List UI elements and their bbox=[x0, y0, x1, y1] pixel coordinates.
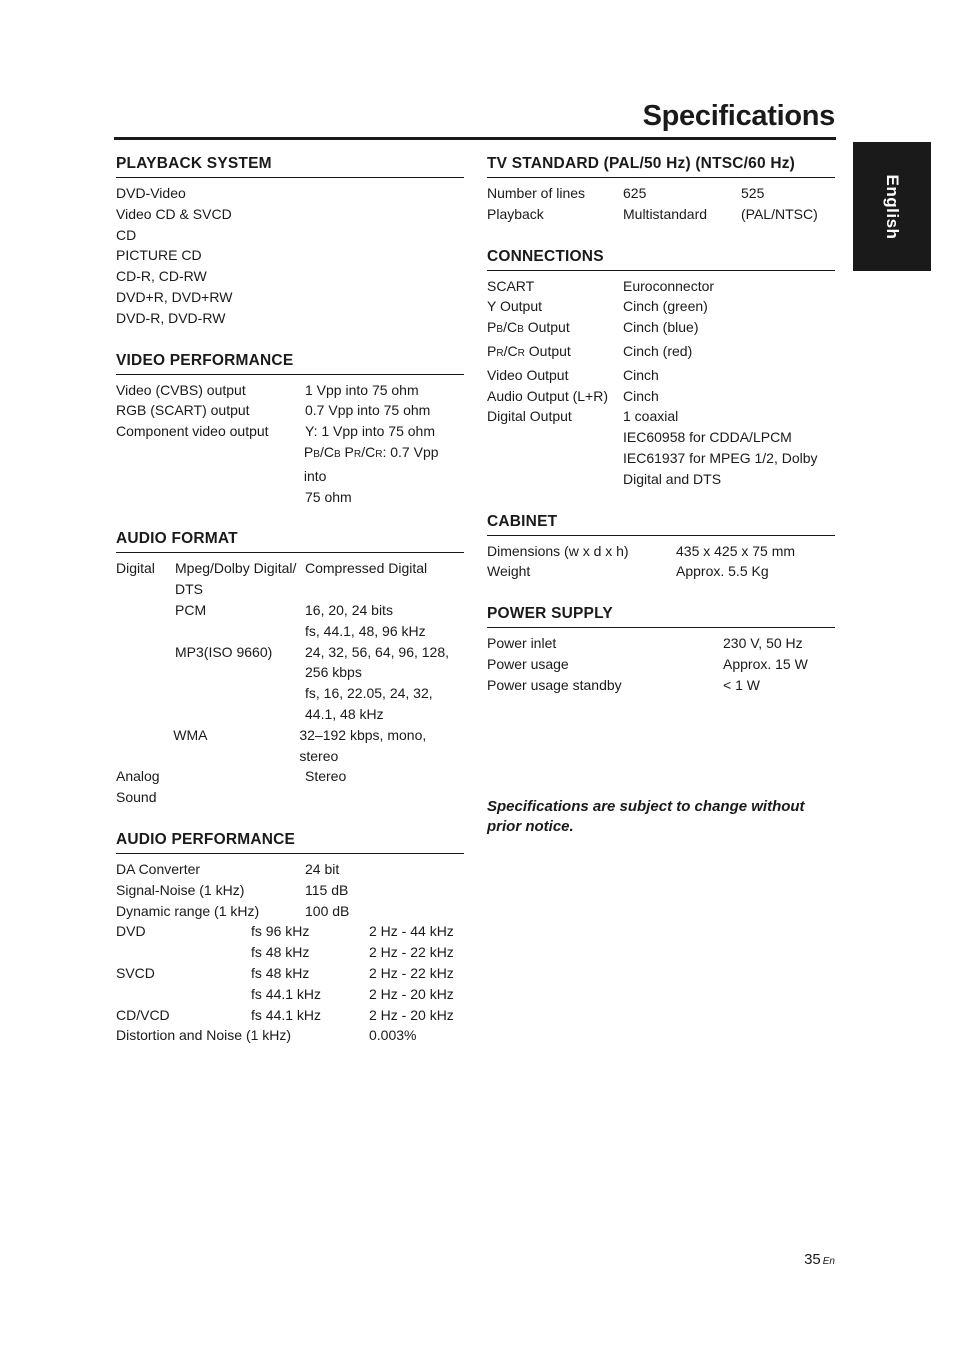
table-row: PB/CB Output Cinch (blue) bbox=[487, 317, 835, 341]
right-column bbox=[487, 152, 835, 716]
table-row: Signal-Noise (1 kHz) 115 dB bbox=[116, 881, 349, 898]
table-row: DTS bbox=[175, 581, 203, 598]
spec-label: Video (CVBS) output bbox=[116, 381, 246, 398]
spec-label: RGB (SCART) output bbox=[116, 402, 250, 419]
table-row: Digital and DTS bbox=[623, 470, 722, 487]
table-row: Y Output Cinch (green) bbox=[487, 298, 708, 315]
table-row: fs, 16, 22.05, 24, 32, bbox=[305, 685, 433, 702]
video-performance-section bbox=[116, 349, 464, 508]
spec-value: 0.7 Vpp into 75 ohm bbox=[305, 402, 431, 419]
table-row: CD/VCD fs 44.1 kHz 2 Hz - 20 kHz bbox=[116, 1006, 454, 1023]
title-rule bbox=[114, 137, 836, 140]
change-notice: Specifications are subject to change without prior notice. bbox=[487, 798, 805, 835]
section-heading: TV STANDARD (PAL/50 Hz) (NTSC/60 Hz) bbox=[487, 152, 835, 178]
section-heading: AUDIO FORMAT bbox=[116, 527, 464, 553]
table-row: Power usage Approx. 15 W bbox=[487, 655, 808, 672]
list-item: CD-R, CD-RW bbox=[116, 268, 207, 285]
table-row: Distortion and Noise (1 kHz) 0.003% bbox=[116, 1027, 417, 1044]
language-abbr: En bbox=[822, 1256, 835, 1267]
table-row: Video Output Cinch bbox=[487, 366, 659, 383]
table-row: Digital Mpeg/Dolby Digital/ Compressed Digital bbox=[116, 560, 428, 577]
page-number: 35 En bbox=[804, 1251, 835, 1268]
table-row: PR/CR Output Cinch (red) bbox=[487, 341, 835, 365]
table-row: Analog Sound Stereo bbox=[116, 768, 347, 806]
spec-value: 75 ohm bbox=[305, 488, 352, 505]
table-row: Power inlet 230 V, 50 Hz bbox=[487, 635, 803, 652]
list-item: DVD-R, DVD-RW bbox=[116, 309, 226, 326]
audio-format-section bbox=[116, 527, 464, 808]
table-row: Dynamic range (1 kHz) 100 dB bbox=[116, 902, 350, 919]
table-row: WMA 32–192 kbps, mono, stereo bbox=[173, 726, 427, 764]
table-row: IEC60958 for CDDA/LPCM bbox=[623, 429, 792, 446]
table-row: Weight Approx. 5.5 Kg bbox=[487, 563, 769, 580]
table-row: 44.1, 48 kHz bbox=[305, 705, 384, 722]
section-heading: POWER SUPPLY bbox=[487, 602, 835, 628]
table-row: DVD fs 96 kHz 2 Hz - 44 kHz bbox=[116, 923, 454, 940]
table-row: MP3(ISO 9660) 24, 32, 56, 64, 96, 128, bbox=[175, 643, 450, 660]
table-row: fs, 44.1, 48, 96 kHz bbox=[305, 622, 426, 639]
table-row: fs 44.1 kHz 2 Hz - 20 kHz bbox=[251, 985, 454, 1002]
connections-section bbox=[487, 245, 835, 490]
table-row: SCART Euroconnector bbox=[487, 277, 715, 294]
spec-value: PB/CB PR/CR: 0.7 Vpp into bbox=[303, 443, 439, 484]
table-row: fs 48 kHz 2 Hz - 22 kHz bbox=[251, 944, 454, 961]
language-tab bbox=[853, 142, 931, 271]
section-heading: PLAYBACK SYSTEM bbox=[116, 152, 464, 178]
table-row: Power usage standby < 1 W bbox=[487, 676, 760, 693]
section-heading: AUDIO PERFORMANCE bbox=[116, 828, 464, 854]
table-row: SVCD fs 48 kHz 2 Hz - 22 kHz bbox=[116, 964, 454, 981]
cabinet-section bbox=[487, 510, 835, 583]
list-item: DVD+R, DVD+RW bbox=[116, 288, 233, 305]
table-row bbox=[116, 442, 464, 487]
language-tab-label: English bbox=[883, 174, 902, 239]
section-heading: VIDEO PERFORMANCE bbox=[116, 349, 464, 375]
table-row bbox=[116, 421, 464, 442]
table-row: IEC61937 for MPEG 1/2, Dolby bbox=[623, 449, 818, 466]
table-row: 256 kbps bbox=[305, 664, 362, 681]
table-row: Digital Output 1 coaxial bbox=[487, 408, 679, 425]
page-title: Specifications bbox=[642, 100, 835, 132]
spec-value: Y: 1 Vpp into 75 ohm bbox=[305, 423, 435, 440]
table-row: Number of lines 625 525 bbox=[487, 185, 765, 201]
table-row: Audio Output (L+R) Cinch bbox=[487, 387, 659, 404]
tv-standard-section bbox=[487, 152, 835, 225]
section-heading: CONNECTIONS bbox=[487, 245, 835, 271]
list-item: PICTURE CD bbox=[116, 247, 202, 264]
audio-performance-section bbox=[116, 828, 464, 1046]
spec-label: PB/CB Output bbox=[487, 319, 570, 336]
playback-system-list bbox=[116, 178, 464, 329]
table-row bbox=[116, 400, 464, 421]
spec-label: Component video output bbox=[116, 423, 269, 440]
table-row: Dimensions (w x d x h) 435 x 425 x 75 mm bbox=[487, 542, 796, 559]
section-heading: CABINET bbox=[487, 510, 835, 536]
spec-label: PR/CR Output bbox=[487, 342, 571, 359]
list-item: Video CD & SVCD bbox=[116, 205, 232, 222]
spec-value: 1 Vpp into 75 ohm bbox=[305, 381, 419, 398]
table-row: PCM 16, 20, 24 bits bbox=[175, 601, 393, 618]
table-row bbox=[116, 487, 464, 508]
power-supply-section bbox=[487, 602, 835, 695]
list-item: DVD-Video bbox=[116, 185, 186, 201]
playback-system-section bbox=[116, 152, 464, 329]
table-row: Playback Multistandard (PAL/NTSC) bbox=[487, 205, 818, 222]
table-row: DA Converter 24 bit bbox=[116, 860, 340, 877]
list-item: CD bbox=[116, 226, 137, 243]
table-row bbox=[116, 380, 464, 401]
left-column bbox=[116, 152, 464, 1066]
